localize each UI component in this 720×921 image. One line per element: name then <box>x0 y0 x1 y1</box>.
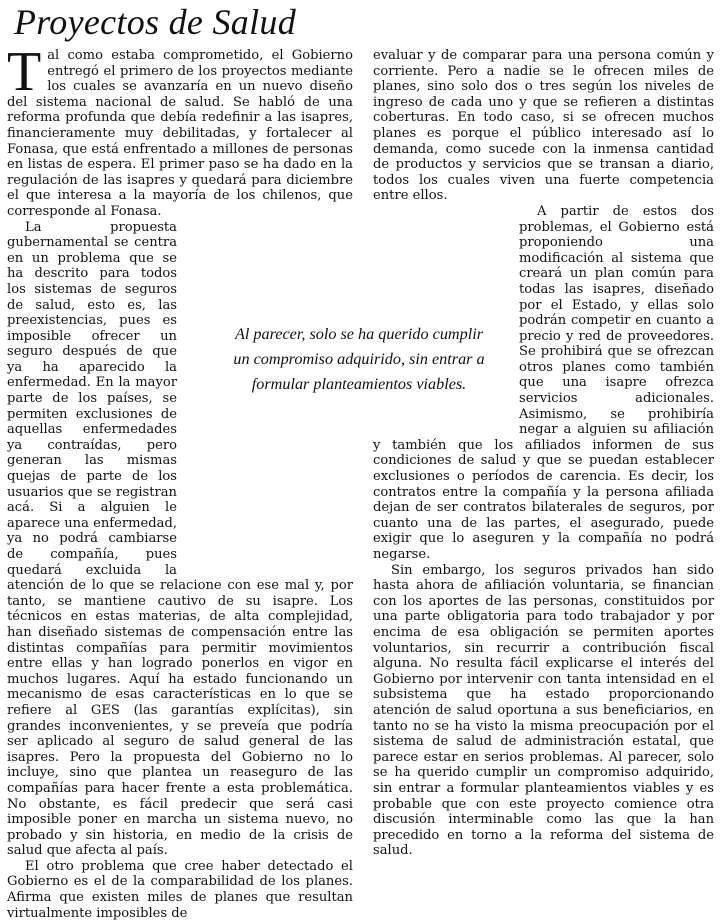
page-title: Proyectos de Salud <box>14 2 296 42</box>
pullquote-spacer-left <box>185 462 353 570</box>
pull-quote <box>225 322 493 397</box>
article-column-right <box>373 48 714 859</box>
pull-quote-text: Al parecer, solo se ha querido cumplir un compromiso adquirido, sin entrar a formular planteamientos viables. <box>233 325 485 393</box>
paragraph-comparabilidad-cont: evaluar y de comparar para una persona común y corriente. Pero a nadie se le ofrecen miles de planes, sino solo dos o tres según los niveles de ingreso de cada uno y que se refieren a distintas coberturas. En todo caso, si se ofrecen muchos planes es porque el público interesado así lo demanda, como sucede con la inmensa cantidad de productos y servicios que se transan a diario, todos los cuales viven una fuerte competencia entre ellos. <box>373 48 714 204</box>
paragraph-comparabilidad: El otro problema que cree haber detectado el Gobierno es el de la comparabilidad de los planes. Afirma que existen miles de planes que resultan virtualmente imposibles de <box>7 858 353 921</box>
paragraph-propuesta: A partir de estos dos problemas, el Gobierno está proponiendo una modificación al sistema que creará un plan común para todas las isapres, diseñado por el Estado, y ellas solo podrán competir en cuanto a precio y red de proveedores. Se prohibirá que se ofrezcan otros planes como también que una isapre ofrezca servicios adicionales. Asimismo, se prohibiría negar a alguien su afiliación y también que los afiliados informen de sus condiciones de salud y que se puedan establecer exclusiones o períodos de carencia. Es decir, los contratos entre la compañía y la persona afiliada dejan de ser contratos bilaterales de seguros, por cuanto una de las partes, el asegurado, puede exigir que lo aseguren y la compañía no podrá negarse. <box>373 203 714 562</box>
article-column-left <box>7 41 353 921</box>
paragraph-intro: Tal como estaba comprometido, el Gobierno entregó el primero de los proyectos mediante los cuales se avanzaría en un nuevo diseño del sistema nacional de salud. Se habló de una reforma profunda que debía redefinir a las isapres, financieramente muy debilitadas, y fortalecer al Fonasa, que está enfrentado a millones de personas en listas de espera. El primer paso se ha dado en la regulación de las isapres y quedará para diciembre el que interesa a la mayoría de los chilenos, que corresponde al Fonasa. <box>7 41 353 219</box>
paragraph-preexistencias: La propuesta gubernamental se centra en un problema que se ha descrito para todos los sistemas de seguros de salud, esto es, las preexistencias, pues es imposible ofrecer un seguro después de que ya ha aparecido la enfermedad. En la mayor parte de los países, se permiten exclusiones de aquellas enfermedades ya contraídas, pero generan las mismas quejas de parte de los usuarios que se registran acá. Si a alguien le aparece una enfermedad, ya no podrá cambiarse de compañía, pues quedará excluida la atención de lo que se relacione con ese mal y, por tanto, se mantiene cautivo de su isapre. Los técnicos en estas materias, de alta complejidad, han diseñado sistemas de compensación entre las distintas compañías para permitir movimientos entre ellas y han logrado ponerlos en vigor en muchos lugares. Aquí ha estado funcionando un mecanismo de esas características en lo que se refiere al GES (las garantías explícitas), sin grandes inconvenientes, y se preveía que podría ser aplicado al seguro de salud general de las isapres. Pero la propuesta del Gobierno no lo incluye, sino que plantea un reaseguro de las compañías para hacer frente a esta problemática. No obstante, es fácil predecir que será casi imposible poner en marcha un sistema nuevo, no probado y sin historia, en medio de la crisis de salud que afecta al país. <box>7 219 353 859</box>
drop-cap: T <box>7 41 42 103</box>
paragraph-seguros-privados: Sin embargo, los seguros privados han sido hasta ahora de afiliación voluntaria, se financian con los aportes de las personas, constituidos por una parte obligatoria para todo trabajador y por encima de esa obligación se permiten aportes voluntarios, sin recurrir a contribución fiscal alguna. No resulta fácil explicarse el interés del Gobierno por intervenir con tanta intensidad en el subsistema que ha estado proporcionando atención de salud oportuna a sus beneficiarios, en tanto no se ha visto la misma preocupación por el sistema de salud de administración estatal, que parece estar en serios problemas. Al parecer, solo se ha querido cumplir un compromiso adquirido, sin entrar a formular planteamientos viables y es probable que con este proyecto comience otra discusión interminable como las que la han precedido en torno a la reforma del sistema de salud. <box>373 562 714 859</box>
